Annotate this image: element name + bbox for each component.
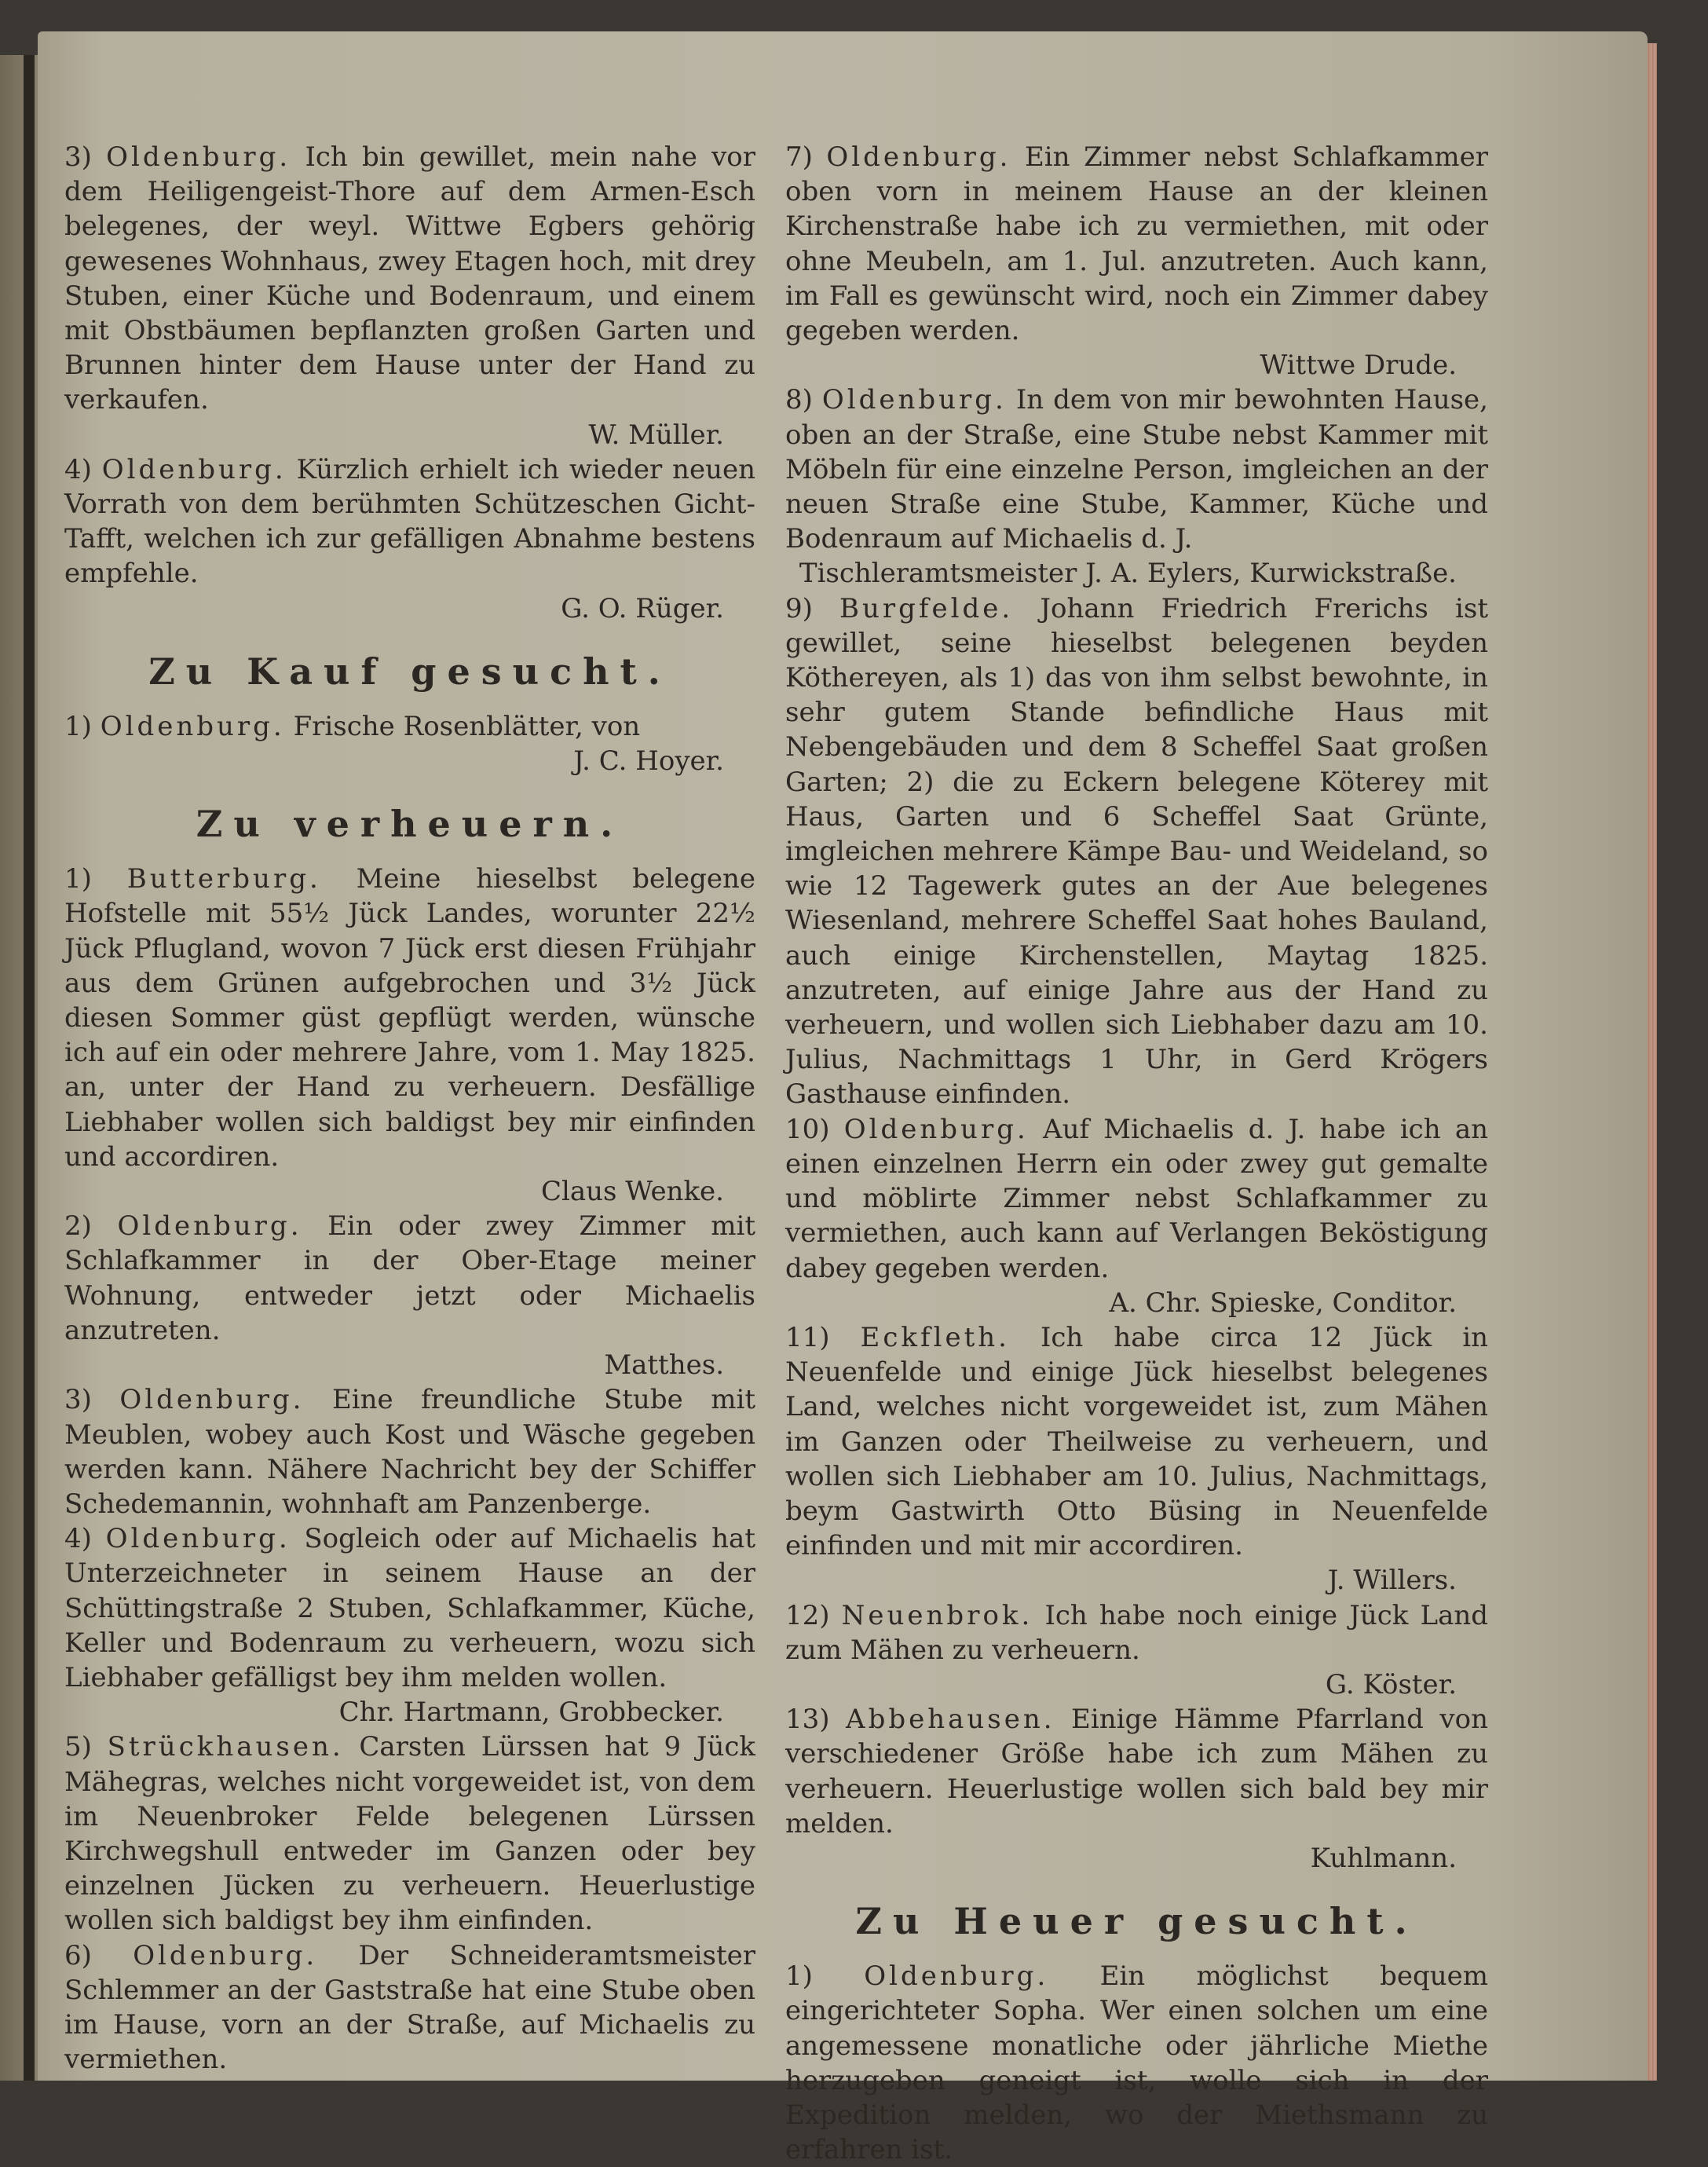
ad-signature: J. C. Hoyer. (573, 745, 724, 778)
ad-place: Strückhausen. (107, 1731, 344, 1763)
left-column (64, 140, 755, 2077)
ad-signature: Tischleramtsmeister J. A. Eylers, Kurwickstraße. (799, 558, 1457, 590)
ad-place: Oldenburg. (826, 141, 1011, 173)
advertisement (785, 1702, 1488, 1876)
ads-list-kauf (64, 709, 755, 778)
ad-place: Butterburg. (126, 863, 321, 895)
ad-text: Einige Hämme Pfarrland von verschiedener Größe habe ich zum Mähen zu verheuern. Heuerlustige wollen sich bald bey mir melden. (785, 1704, 1488, 1839)
ad-number: 6) (64, 1939, 92, 1971)
ad-text: In dem von mir bewohnten Hause, oben an der Straße, eine Stube nebst Kammer mit Möbeln für eine einzelne Person, imgleichen an der neuen Straße eine Stube, Kammer, Küche und Bodenraum auf Michaelis d. J. (785, 384, 1488, 555)
ad-place: Oldenburg. (101, 453, 287, 485)
ad-place: Oldenburg. (117, 1210, 302, 1243)
ad-number: 4) (64, 1523, 92, 1555)
ad-number: 11) (785, 1321, 830, 1353)
advertisement (64, 452, 755, 626)
ad-number: 13) (785, 1704, 830, 1736)
advertisement (64, 1209, 755, 1382)
ad-signature: Matthes. (604, 1349, 724, 1382)
ad-signature: Chr. Hartmann, Grobbecker. (338, 1697, 724, 1729)
ad-place: Neuenbrok. (841, 1599, 1033, 1631)
ad-place: Abbehausen. (846, 1704, 1055, 1736)
advertisement (785, 140, 1488, 383)
advertisement (64, 140, 755, 452)
right-column (785, 140, 1488, 2167)
ad-text: Auf Michaelis d. J. habe ich an einen einzelnen Herrn ein oder zwey gut gemalte und möblirte Zimmer nebst Schlafkammer zu vermiethen, auch kann auf Verlangen Beköstigung dabey gegeben werden. (785, 1113, 1489, 1284)
ad-number: 1) (64, 863, 92, 895)
ad-signature: Kuhlmann. (1310, 1842, 1457, 1874)
ad-number: 5) (64, 1731, 92, 1763)
ad-place: Oldenburg. (106, 141, 291, 173)
ad-text: Ein oder zwey Zimmer mit Schlafkammer in der Ober-Etage meiner Wohnung, entweder jetzt oder Michaelis anzutreten. (64, 1210, 756, 1346)
ad-signature: Claus Wenke. (540, 1176, 724, 1208)
ad-place: Oldenburg. (105, 1523, 291, 1555)
ad-text: Ein Zimmer nebst Schlafkammer oben vorn in meinem Hause an der kleinen Kirchenstraße habe ich zu vermiethen, mit oder ohne Meubeln, am 1. Jul. anzutreten. Auch kann, im Fall es gewünscht wird, noch ein Zimmer dabey gegeben werden. (785, 141, 1489, 347)
ad-number: 3) (64, 141, 92, 173)
advertisement (64, 709, 755, 778)
ad-number: 3) (64, 1384, 92, 1416)
ad-place: Oldenburg. (821, 384, 1007, 416)
ad-place: Eckfleth. (860, 1321, 1010, 1353)
ad-text: Sogleich oder auf Michaelis hat Unterzeichneter in seinem Hause an der Schüttingstraße 2 Stuben, Schlafkammer, Küche, Keller und Bodenraum zu verheuern, wozu sich Liebhaber gefälligst bey ihm melden wollen. (64, 1523, 755, 1693)
ads-list-verheuern (64, 862, 755, 2077)
ad-place: Burgfelde. (839, 592, 1014, 624)
ad-text: Johann Friedrich Frerichs ist gewillet, seine hieselbst belegenen beyden Köthereyen, als 1) das von ihm selbst bewohnte, in sehr gutem Stande befindliche Haus mit Nebengebäuden und dem 8 Scheffel Saat großen Garten; 2) die zu Eckern belegene Köterey mit Haus, Garten und 6 Scheffel Saat Grünte, imgleichen mehrere Kämpe Bau- und Weideland, so wie 12 Tagewerk gutes an der Aue belegenes Wiesenland, mehrere Scheffel Saat hohes Bauland, auch einige Kirchenstellen, Maytag 1825. anzutreten, auf einige Jahre aus der Hand zu verheuern, und wollen sich Liebhaber dazu am 10. Julius, Nachmittags 1 Uhr, in Gerd Krögers Gasthause einfinden. (785, 592, 1488, 1111)
ad-number: 12) (785, 1599, 830, 1631)
advertisement (785, 383, 1488, 591)
advertisement (64, 862, 755, 1209)
ad-number: 1) (64, 710, 92, 742)
ad-text: Eine freundliche Stube mit Meublen, wobey auch Kost und Wäsche gegeben werden kann. Nähere Nachricht bey der Schiffer Schedemannin, wohnhaft am Panzenberge. (64, 1384, 755, 1520)
ad-number: 8) (785, 384, 813, 416)
ad-number: 2) (64, 1210, 92, 1243)
ad-text: Ein möglichst bequem eingerichteter Sopha. Wer einen solchen um eine angemessene monatliche oder jährliche Miethe herzugeben geneigt ist, wolle sich in der Expedition melden, wo der Miethsmann zu erfahren ist. (785, 1960, 1489, 2166)
advertisement (785, 1320, 1488, 1598)
ad-place: Oldenburg. (119, 1384, 305, 1416)
heading-zu-kauf-gesucht: Zu Kauf gesucht. (148, 650, 671, 693)
ad-number: 1) (785, 1960, 813, 1993)
ad-number: 4) (64, 453, 92, 485)
advertisement (785, 1959, 1488, 2167)
ad-number: 9) (785, 592, 813, 624)
ad-text: Meine hieselbst belegene Hofstelle mit 55½ Jück Landes, worunter 22½ Jück Pflugland, wovon 7 Jück erst diesen Frühjahr aus dem Grünen aufgebrochen und 3½ Jück diesen Sommer güst gepflügt werden, wünsche ich auf ein oder mehrere Jahre, vom 1. May 1825. an, unter der Hand zu verheuern. Desfällige Liebhaber wollen sich baldigst bey mir einfinden und accordiren. (64, 863, 755, 1173)
advertisement (785, 591, 1488, 1112)
ad-place: Oldenburg. (843, 1113, 1029, 1145)
book-spine (24, 55, 35, 2081)
ad-signature: J. Willers. (1327, 1565, 1457, 1597)
advertisement (64, 1382, 755, 1521)
advertisement (785, 1598, 1488, 1703)
ad-place: Oldenburg. (133, 1939, 318, 1971)
advertisement (785, 1112, 1488, 1320)
ad-text: Frische Rosenblätter, von (293, 710, 641, 742)
ad-signature: A. Chr. Spieske, Conditor. (1109, 1287, 1457, 1319)
ad-signature: Wittwe Drude. (1260, 350, 1457, 382)
ad-text: Kürzlich erhielt ich wieder neuen Vorrath von dem berühmten Schützeschen Gicht-Tafft, welchen ich zur gefälligen Abnahme bestens empfehle. (64, 453, 755, 590)
advertisement (64, 1938, 755, 2077)
ad-text: Ich habe circa 12 Jück in Neuenfelde und einige Jück hieselbst belegenes Land, welches nicht vorgeweidet ist, zum Mähen im Ganzen oder Theilweise zu verheuern, und wollen sich Liebhaber am 10. Julius, Nachmittags, beym Gastwirth Otto Büsing in Neuenfelde einfinden und mit mir accordiren. (785, 1321, 1489, 1562)
ad-place: Oldenburg. (864, 1960, 1049, 1993)
advertisement (64, 1521, 755, 1730)
ad-signature: G. Köster. (1325, 1668, 1457, 1700)
ad-signature: G. O. Rüger. (561, 592, 724, 624)
heading-zu-verheuern: Zu verheuern. (196, 803, 624, 846)
heading-zu-heuer-gesucht: Zu Heuer gesucht. (855, 1900, 1418, 1943)
ad-place: Oldenburg. (100, 710, 285, 742)
ad-text: Carsten Lürssen hat 9 Jück Mähegras, welches nicht vorgeweidet ist, von dem im Neuenbroker Felde belegenen Lürssen Kirchwegshull entweder im Ganzen oder bey einzelnen Jücken zu verheuern. Heuerlustige wollen sich baldigst bey ihm einfinden. (64, 1731, 756, 1937)
ad-number: 7) (785, 141, 813, 173)
advertisement (64, 1730, 755, 1938)
ad-number: 10) (785, 1113, 830, 1145)
ad-text: Ich bin gewillet, mein nahe vor dem Heiligengeist-Thore auf dem Armen-Esch belegenes, der weyl. Wittwe Egbers gehörig gewesenes Wohnhaus, zwey Etagen hoch, mit drey Stuben, einer Küche und Bodenraum, und einem mit Obstbäumen bepflanzten großen Garten und Brunnen hinter dem Hause unter der Hand zu verkaufen. (64, 141, 755, 416)
ads-list-heuer (785, 1959, 1488, 2167)
ad-text: Ich habe noch einige Jück Land zum Mähen zu verheuern. (785, 1599, 1489, 1666)
ad-text: Der Schneideramtsmeister Schlemmer an der Gaststraße hat eine Stube oben im Hause, vorn an der Straße, auf Michaelis zu vermiethen. (64, 1939, 756, 2076)
ad-signature: W. Müller. (588, 419, 724, 451)
ads-list-top (64, 140, 755, 626)
ads-list-verheuern-cont (785, 140, 1488, 1876)
